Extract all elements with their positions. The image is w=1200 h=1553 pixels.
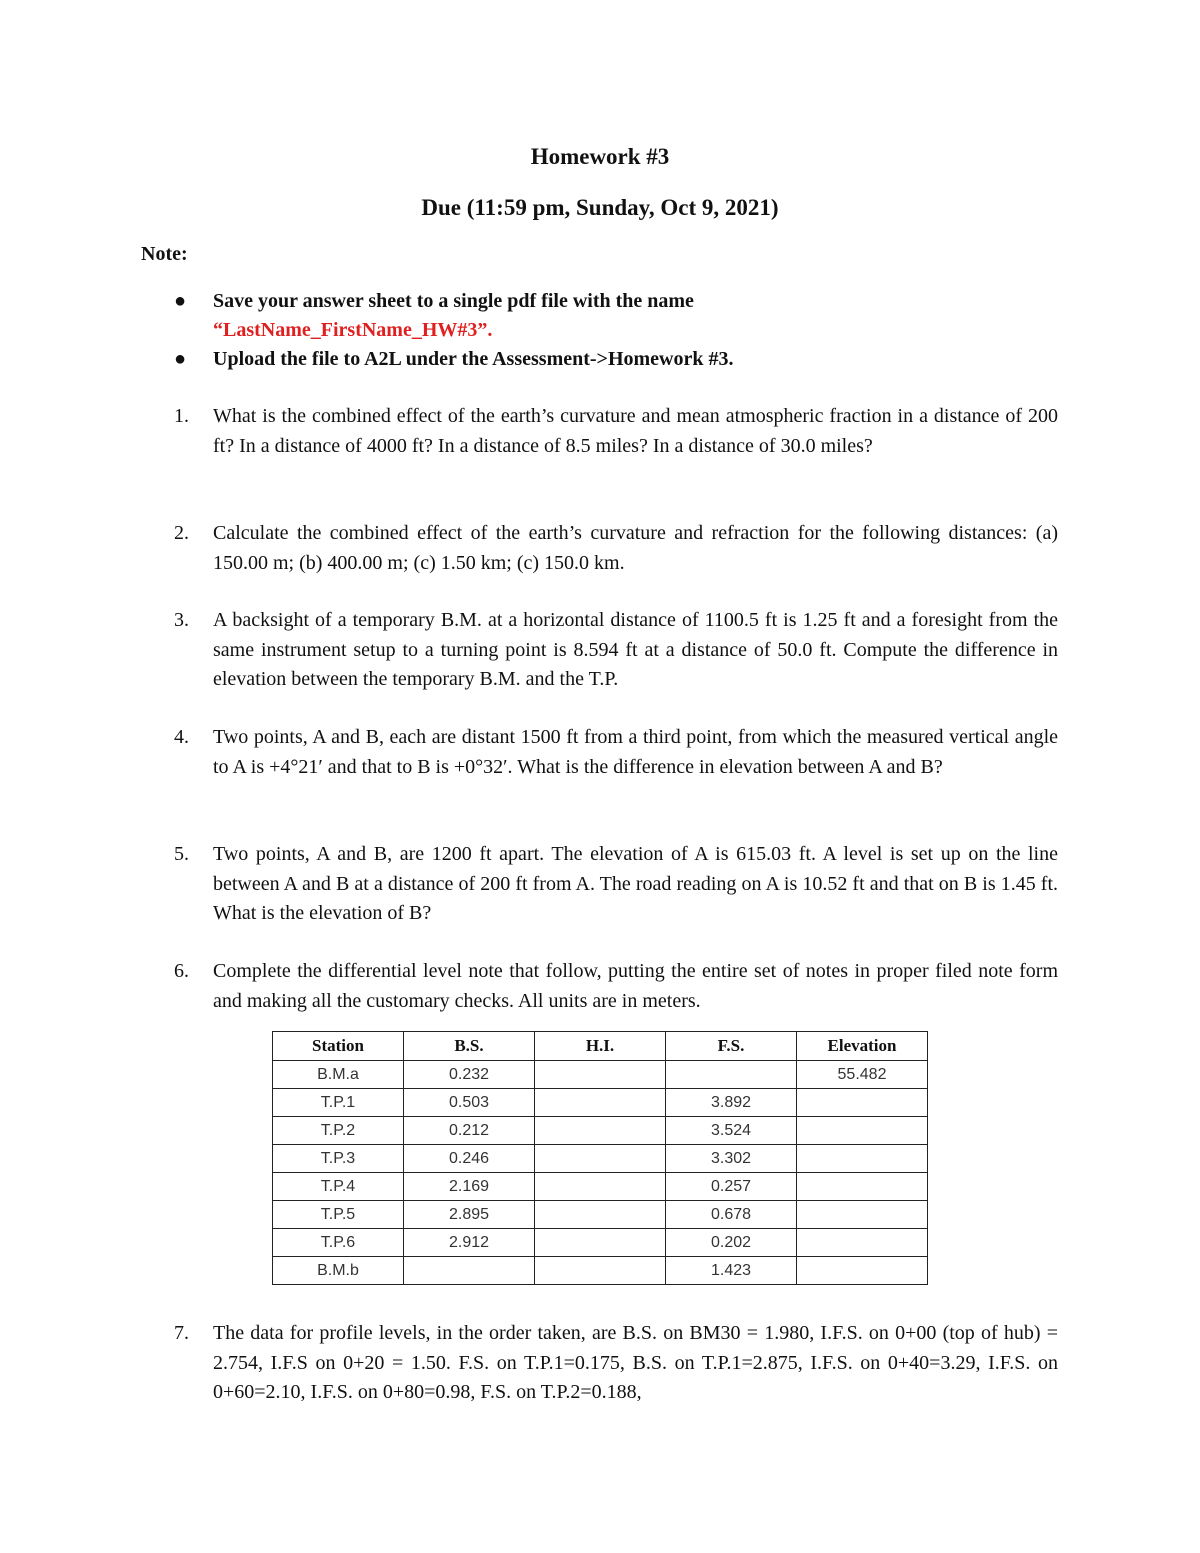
- question-2: [172, 519, 1058, 578]
- col-header-bs: B.S.: [404, 1032, 535, 1061]
- question-text: Calculate the combined effect of the earth’s curvature and refraction for the following distances: (a) 150.00 m; (b) 400.00 m; (c) 1.50 km; (c) 150.0 km.: [213, 522, 1058, 574]
- question-3: [172, 606, 1058, 695]
- question-number: 5.: [174, 843, 189, 865]
- col-header-fs: F.S.: [666, 1032, 797, 1061]
- table-cell: T.P.1: [273, 1089, 404, 1117]
- question-text: Two points, A and B, each are distant 1500 ft from a third point, from which the measured vertical angle to A is +4°21′ and that to B is +0°32′. What is the difference in elevation between A and B?: [213, 726, 1058, 778]
- table-cell: 0.232: [404, 1061, 535, 1089]
- question-4: [172, 723, 1058, 782]
- note-bullets: [172, 287, 1062, 374]
- table-cell: 0.678: [666, 1201, 797, 1229]
- page-title: Homework #3: [530, 144, 670, 169]
- table-cell: [535, 1173, 666, 1201]
- table-cell: [535, 1145, 666, 1173]
- table-cell: 0.202: [666, 1229, 797, 1257]
- table-row: [273, 1173, 928, 1201]
- level-notes-table: [272, 1031, 928, 1285]
- table-cell: 0.503: [404, 1089, 535, 1117]
- table-cell: T.P.6: [273, 1229, 404, 1257]
- question-text: Complete the differential level note that follow, putting the entire set of notes in proper filed note form and making all the customary checks. All units are in meters.: [213, 960, 1058, 1012]
- table-cell: [535, 1229, 666, 1257]
- filename-format: “LastName_FirstName_HW#3”.: [213, 319, 493, 341]
- question-number: 6.: [174, 960, 189, 982]
- table-row: [273, 1257, 928, 1285]
- table-cell: 0.212: [404, 1117, 535, 1145]
- question-number: 2.: [174, 522, 189, 544]
- question-text: What is the combined effect of the earth’s curvature and mean atmospheric fraction in a distance of 200 ft? In a distance of 4000 ft? In a distance of 8.5 miles? In a distance of 30.0 miles?: [213, 405, 1058, 457]
- bullet-text: Save your answer sheet to a single pdf file with the name: [213, 290, 694, 312]
- question-number: 1.: [174, 405, 189, 427]
- table-cell: 0.257: [666, 1173, 797, 1201]
- question-number: 4.: [174, 726, 189, 748]
- col-header-elevation: Elevation: [797, 1032, 928, 1061]
- table-cell: [797, 1173, 928, 1201]
- question-text: Two points, A and B, are 1200 ft apart. The elevation of A is 615.03 ft. A level is set up on the line between A and B at a distance of 200 ft from A. The road reading on A is 10.52 ft and that on B is 1.45 ft. What is the elevation of B?: [213, 843, 1058, 924]
- table-cell: [535, 1201, 666, 1229]
- table-row: [273, 1089, 928, 1117]
- table-cell: [404, 1257, 535, 1285]
- table-row: [273, 1229, 928, 1257]
- question-6: [172, 957, 1058, 1016]
- table-row: [273, 1061, 928, 1089]
- bullet-item: [172, 287, 1062, 345]
- table-cell: B.M.a: [273, 1061, 404, 1089]
- table-cell: 3.302: [666, 1145, 797, 1173]
- question-number: 3.: [174, 609, 189, 631]
- table-header-row: [273, 1032, 928, 1061]
- question-7: [172, 1319, 1058, 1408]
- bullet-icon: ●: [174, 290, 187, 312]
- table-cell: [797, 1117, 928, 1145]
- question-1: [172, 402, 1058, 461]
- question-text: The data for profile levels, in the order taken, are B.S. on BM30 = 1.980, I.F.S. on 0+00 (top of hub) = 2.754, I.F.S on 0+20 = 1.50. F.S. on T.P.1=0.175, B.S. on T.P.1=2.875, I.F.S. on 0+40=3.29, I.F.S. on 0+60=2.10, I.F.S. on 0+80=0.98, F.S. on T.P.2=0.188,: [213, 1322, 1058, 1403]
- table-cell: T.P.3: [273, 1145, 404, 1173]
- table-cell: 55.482: [797, 1061, 928, 1089]
- table-cell: T.P.5: [273, 1201, 404, 1229]
- bullet-text: Upload the file to A2L under the Assessment->Homework #3.: [213, 348, 734, 370]
- note-label: Note:: [141, 243, 188, 265]
- question-text: A backsight of a temporary B.M. at a horizontal distance of 1100.5 ft is 1.25 ft and a foresight from the same instrument setup to a turning point is 8.594 ft at a distance of 50.0 ft. Compute the difference in elevation between the temporary B.M. and the T.P.: [213, 609, 1058, 690]
- table-row: [273, 1201, 928, 1229]
- table-cell: [535, 1061, 666, 1089]
- col-header-station: Station: [273, 1032, 404, 1061]
- table-cell: 3.892: [666, 1089, 797, 1117]
- table-cell: [535, 1117, 666, 1145]
- table-cell: [535, 1089, 666, 1117]
- table-cell: [535, 1257, 666, 1285]
- table-cell: 2.895: [404, 1201, 535, 1229]
- table-cell: [797, 1089, 928, 1117]
- col-header-hi: H.I.: [535, 1032, 666, 1061]
- table-cell: [797, 1201, 928, 1229]
- table-cell: B.M.b: [273, 1257, 404, 1285]
- table-cell: [797, 1145, 928, 1173]
- table-cell: 2.912: [404, 1229, 535, 1257]
- table-row: [273, 1145, 928, 1173]
- table-cell: 3.524: [666, 1117, 797, 1145]
- question-5: [172, 840, 1058, 929]
- bullet-item: [172, 345, 1062, 374]
- table-cell: [797, 1257, 928, 1285]
- table-cell: T.P.4: [273, 1173, 404, 1201]
- question-number: 7.: [174, 1322, 189, 1344]
- table-cell: 0.246: [404, 1145, 535, 1173]
- table-cell: 1.423: [666, 1257, 797, 1285]
- table-row: [273, 1117, 928, 1145]
- bullet-icon: ●: [174, 348, 187, 370]
- table-cell: [666, 1061, 797, 1089]
- table-cell: T.P.2: [273, 1117, 404, 1145]
- table-cell: 2.169: [404, 1173, 535, 1201]
- due-date: Due (11:59 pm, Sunday, Oct 9, 2021): [421, 195, 779, 220]
- table-cell: [797, 1229, 928, 1257]
